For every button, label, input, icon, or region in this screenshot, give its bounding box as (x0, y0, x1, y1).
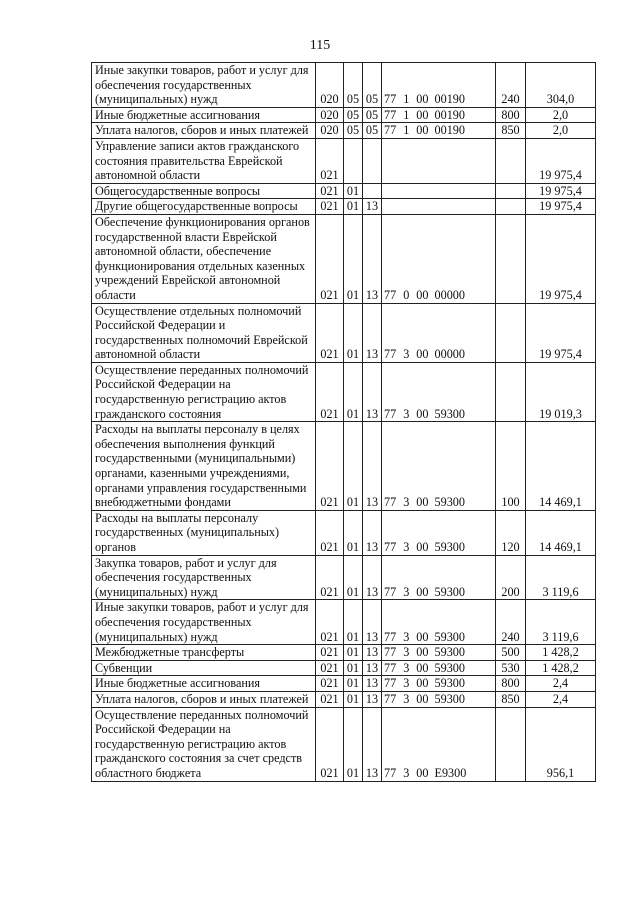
target-main-event-code: 00 (416, 287, 429, 302)
target-direction-code: 00190 (434, 123, 465, 138)
target-main-event-code: 00 (416, 584, 429, 599)
target-program-code: 77 (384, 676, 397, 691)
expense-type-code (496, 138, 526, 183)
target-program-code: 77 (384, 406, 397, 421)
section-code: 01 (344, 183, 363, 199)
target-subprogram-code: 3 (403, 660, 410, 675)
target-program-code: 77 (384, 123, 397, 138)
section-code: 01 (344, 600, 363, 645)
expense-type-code: 800 (496, 676, 526, 692)
table-row (92, 555, 596, 600)
target-article-code (382, 362, 496, 421)
amount: 19 975,4 (526, 199, 596, 215)
table-row (92, 422, 596, 511)
expense-type-code: 100 (496, 422, 526, 511)
subsection-code: 13 (363, 510, 382, 555)
expense-type-code (496, 199, 526, 215)
expense-type-code (496, 707, 526, 781)
table-row (92, 645, 596, 661)
amount: 3 119,6 (526, 555, 596, 600)
target-main-event-code: 00 (416, 629, 429, 644)
subsection-code: 13 (363, 303, 382, 362)
target-direction-code: 59300 (434, 406, 465, 421)
subsection-code: 13 (363, 362, 382, 421)
section-code: 01 (344, 691, 363, 707)
target-main-event-code: 00 (416, 347, 429, 362)
row-name: Иные бюджетные ассигнования (92, 107, 316, 123)
target-subprogram-code: 0 (403, 287, 410, 302)
row-name: Уплата налогов, сборов и иных платежей (92, 123, 316, 139)
target-article-code (382, 660, 496, 676)
table-row (92, 199, 596, 215)
row-name: Иные закупки товаров, работ и услуг для обеспечения государственных (муниципальных) нужд (92, 63, 316, 108)
target-direction-code: 59300 (434, 495, 465, 510)
target-article-code (382, 707, 496, 781)
table-row (92, 107, 596, 123)
target-subprogram-code: 3 (403, 347, 410, 362)
section-code: 01 (344, 199, 363, 215)
section-code: 01 (344, 362, 363, 421)
target-article-code (382, 645, 496, 661)
target-program-code: 77 (384, 107, 397, 122)
target-direction-code: 59300 (434, 676, 465, 691)
section-code: 01 (344, 510, 363, 555)
amount: 19 975,4 (526, 183, 596, 199)
subsection-code: 13 (363, 199, 382, 215)
ved-code: 021 (316, 691, 344, 707)
ved-code: 020 (316, 123, 344, 139)
target-article-code (382, 138, 496, 183)
ved-code: 021 (316, 676, 344, 692)
section-code: 01 (344, 676, 363, 692)
target-program-code: 77 (384, 540, 397, 554)
row-name: Расходы на выплаты персоналу в целях обеспечения выполнения функций государственными (муниципальными) органами, казенными учреждениями, органами управления государственными внебюджетными фондами (92, 422, 316, 511)
row-name: Расходы на выплаты персоналу государственных (муниципальных) органов (92, 510, 316, 555)
row-name: Другие общегосударственные вопросы (92, 199, 316, 215)
target-article-code (382, 600, 496, 645)
budget-table (91, 62, 596, 782)
subsection-code: 13 (363, 691, 382, 707)
subsection-code: 13 (363, 555, 382, 600)
row-name: Уплата налогов, сборов и иных платежей (92, 691, 316, 707)
target-program-code: 77 (384, 645, 397, 660)
section-code: 05 (344, 63, 363, 108)
target-direction-code: 59300 (434, 629, 465, 644)
row-name: Обеспечение функционирования органов государственной власти Еврейской автономной области, обеспечение функционирования отдельных казенных учреждений Еврейской автономной области (92, 214, 316, 303)
table-row (92, 214, 596, 303)
table-row (92, 138, 596, 183)
target-article-code (382, 63, 496, 108)
target-direction-code: 00000 (434, 347, 465, 362)
table-row (92, 707, 596, 781)
ved-code: 021 (316, 660, 344, 676)
amount: 19 975,4 (526, 303, 596, 362)
target-direction-code: 59300 (434, 540, 465, 554)
row-name: Закупка товаров, работ и услуг для обеспечения государственных (муниципальных) нужд (92, 555, 316, 600)
amount: 304,0 (526, 63, 596, 108)
expense-type-code (496, 362, 526, 421)
row-name: Субвенции (92, 660, 316, 676)
ved-code: 021 (316, 422, 344, 511)
amount: 19 975,4 (526, 138, 596, 183)
ved-code: 021 (316, 183, 344, 199)
expense-type-code: 800 (496, 107, 526, 123)
target-program-code: 77 (384, 92, 397, 107)
target-main-event-code: 00 (416, 645, 429, 660)
target-direction-code: 00190 (434, 92, 465, 107)
target-main-event-code: 00 (416, 107, 429, 122)
expense-type-code: 530 (496, 660, 526, 676)
target-article-code (382, 183, 496, 199)
target-program-code: 77 (384, 765, 397, 780)
target-direction-code: Е9300 (434, 765, 467, 780)
target-article-code (382, 199, 496, 215)
expense-type-code: 240 (496, 600, 526, 645)
subsection-code: 13 (363, 660, 382, 676)
target-article-code (382, 422, 496, 511)
row-name: Осуществление переданных полномочий Российской Федерации на государственную регистрацию актов гражданского состояния за счет средств областного бюджета (92, 707, 316, 781)
target-direction-code: 59300 (434, 691, 465, 706)
expense-type-code: 200 (496, 555, 526, 600)
amount: 2,4 (526, 676, 596, 692)
amount: 19 019,3 (526, 362, 596, 421)
ved-code: 021 (316, 645, 344, 661)
target-article-code (382, 676, 496, 692)
target-article-code (382, 510, 496, 555)
target-program-code: 77 (384, 691, 397, 706)
target-direction-code: 59300 (434, 584, 465, 599)
subsection-code: 13 (363, 214, 382, 303)
table-row (92, 660, 596, 676)
row-name: Осуществление переданных полномочий Российской Федерации на государственную регистрацию актов гражданского состояния (92, 362, 316, 421)
target-program-code: 77 (384, 287, 397, 302)
table-row (92, 510, 596, 555)
expense-type-code: 500 (496, 645, 526, 661)
target-subprogram-code: 3 (403, 629, 410, 644)
subsection-code: 13 (363, 676, 382, 692)
row-name: Иные закупки товаров, работ и услуг для обеспечения государственных (муниципальных) нужд (92, 600, 316, 645)
subsection-code (363, 183, 382, 199)
amount: 3 119,6 (526, 600, 596, 645)
ved-code: 021 (316, 510, 344, 555)
ved-code: 021 (316, 138, 344, 183)
target-direction-code: 59300 (434, 660, 465, 675)
amount: 2,0 (526, 123, 596, 139)
expense-type-code (496, 183, 526, 199)
table-row (92, 362, 596, 421)
target-main-event-code: 00 (416, 495, 429, 510)
subsection-code: 13 (363, 707, 382, 781)
target-direction-code: 59300 (434, 645, 465, 660)
subsection-code: 13 (363, 422, 382, 511)
ved-code: 021 (316, 199, 344, 215)
target-main-event-code: 00 (416, 540, 429, 554)
expense-type-code: 850 (496, 123, 526, 139)
target-subprogram-code: 1 (403, 107, 410, 122)
amount: 19 975,4 (526, 214, 596, 303)
target-program-code: 77 (384, 660, 397, 675)
ved-code: 021 (316, 303, 344, 362)
section-code: 01 (344, 707, 363, 781)
section-code: 01 (344, 214, 363, 303)
target-subprogram-code: 3 (403, 676, 410, 691)
section-code: 01 (344, 303, 363, 362)
target-subprogram-code: 3 (403, 406, 410, 421)
expense-type-code (496, 214, 526, 303)
expense-type-code: 240 (496, 63, 526, 108)
amount: 1 428,2 (526, 645, 596, 661)
target-article-code (382, 691, 496, 707)
target-main-event-code: 00 (416, 676, 429, 691)
section-code: 01 (344, 660, 363, 676)
subsection-code: 13 (363, 645, 382, 661)
target-main-event-code: 00 (416, 660, 429, 675)
section-code: 01 (344, 422, 363, 511)
expense-type-code (496, 303, 526, 362)
ved-code: 021 (316, 707, 344, 781)
section-code: 01 (344, 555, 363, 600)
subsection-code: 13 (363, 600, 382, 645)
target-main-event-code: 00 (416, 123, 429, 138)
table-row (92, 676, 596, 692)
section-code: 01 (344, 645, 363, 661)
expense-type-code: 850 (496, 691, 526, 707)
target-subprogram-code: 3 (403, 584, 410, 599)
target-program-code: 77 (384, 347, 397, 362)
target-subprogram-code: 3 (403, 540, 410, 554)
target-main-event-code: 00 (416, 691, 429, 706)
table-row (92, 600, 596, 645)
ved-code: 021 (316, 214, 344, 303)
target-main-event-code: 00 (416, 406, 429, 421)
table-row (92, 183, 596, 199)
target-subprogram-code: 1 (403, 92, 410, 107)
target-direction-code: 00000 (434, 287, 465, 302)
section-code: 05 (344, 123, 363, 139)
target-subprogram-code: 3 (403, 765, 410, 780)
amount: 2,4 (526, 691, 596, 707)
amount: 14 469,1 (526, 510, 596, 555)
target-main-event-code: 00 (416, 765, 429, 780)
section-code (344, 138, 363, 183)
expense-type-code: 120 (496, 510, 526, 555)
target-subprogram-code: 3 (403, 645, 410, 660)
row-name: Осуществление отдельных полномочий Российской Федерации и государственных полномочий Еврейской автономной области (92, 303, 316, 362)
ved-code: 021 (316, 600, 344, 645)
target-article-code (382, 107, 496, 123)
table-row (92, 123, 596, 139)
section-code: 05 (344, 107, 363, 123)
page-number: 115 (309, 38, 331, 53)
ved-code: 021 (316, 362, 344, 421)
table-row (92, 691, 596, 707)
row-name: Иные бюджетные ассигнования (92, 676, 316, 692)
target-main-event-code: 00 (416, 92, 429, 107)
amount: 1 428,2 (526, 660, 596, 676)
target-article-code (382, 555, 496, 600)
target-program-code: 77 (384, 495, 397, 510)
ved-code: 020 (316, 107, 344, 123)
row-name: Межбюджетные трансферты (92, 645, 316, 661)
subsection-code: 05 (363, 63, 382, 108)
subsection-code: 05 (363, 123, 382, 139)
amount: 2,0 (526, 107, 596, 123)
target-article-code (382, 214, 496, 303)
target-subprogram-code: 3 (403, 495, 410, 510)
amount: 956,1 (526, 707, 596, 781)
target-article-code (382, 303, 496, 362)
target-program-code: 77 (384, 629, 397, 644)
amount: 14 469,1 (526, 422, 596, 511)
target-article-code (382, 123, 496, 139)
row-name: Управление записи актов гражданского состояния правительства Еврейской автономной области (92, 138, 316, 183)
subsection-code (363, 138, 382, 183)
table-row (92, 303, 596, 362)
ved-code: 020 (316, 63, 344, 108)
target-program-code: 77 (384, 584, 397, 599)
target-subprogram-code: 1 (403, 123, 410, 138)
subsection-code: 05 (363, 107, 382, 123)
ved-code: 021 (316, 555, 344, 600)
table-row (92, 63, 596, 108)
target-subprogram-code: 3 (403, 691, 410, 706)
target-direction-code: 00190 (434, 107, 465, 122)
row-name: Общегосударственные вопросы (92, 183, 316, 199)
